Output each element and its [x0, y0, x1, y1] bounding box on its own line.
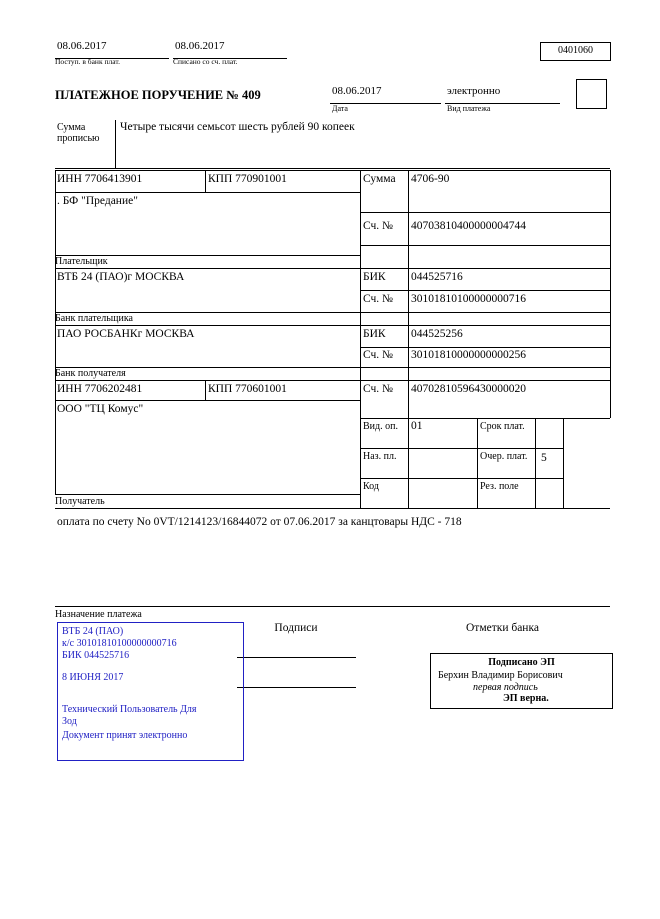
- grid-line: [55, 508, 610, 509]
- grid-line: [535, 418, 536, 508]
- grid-line: [55, 494, 360, 495]
- form-code-box: 0401060: [540, 42, 611, 61]
- stamp-bik: БИК 044525716: [62, 649, 130, 661]
- received-date-label: Поступ. в банк плат.: [55, 57, 120, 66]
- signer-name: Берхин Владимир Борисович: [438, 669, 563, 681]
- rez-pole-label: Рез. поле: [480, 481, 519, 492]
- naz-pl-label: Наз. пл.: [363, 451, 397, 462]
- signature-stamp-title: Подписано ЭП: [488, 657, 555, 668]
- debited-date-label: Списано со сч. плат.: [173, 57, 238, 66]
- payer-name: . БФ "Предание": [57, 195, 138, 207]
- debited-date-field: 08.06.2017: [173, 40, 287, 59]
- payment-kind-label: Вид платежа: [447, 104, 491, 113]
- payer-inn: ИНН 7706413901: [57, 173, 143, 185]
- vid-op-label: Вид. оп.: [363, 421, 398, 432]
- payee-bank-name: ПАО РОСБАНКг МОСКВА: [57, 328, 195, 340]
- amount-words-value: Четыре тысячи семьсот шесть рублей 90 копеек: [120, 121, 355, 133]
- signature-role: первая подпись: [473, 681, 538, 693]
- grid-line: [360, 418, 610, 419]
- grid-line: [115, 120, 116, 168]
- payer-bank-account-label: Сч. №: [363, 293, 394, 305]
- payer-bank-section-label: Банк плательщика: [55, 313, 133, 324]
- grid-line: [205, 380, 206, 400]
- bank-marks-header: Отметки банка: [466, 622, 539, 634]
- stamp-corr-account: к/с 30101810100000000716: [62, 637, 177, 649]
- grid-line: [360, 347, 610, 348]
- grid-line: [360, 448, 563, 449]
- amount-words-label: Сумма прописью: [57, 122, 100, 145]
- payer-bank-bik-value: 044525716: [411, 271, 463, 283]
- payer-bank-name: ВТБ 24 (ПАО)г МОСКВА: [57, 271, 185, 283]
- grid-line: [360, 290, 610, 291]
- payee-name: ООО "ТЦ Комус": [57, 403, 144, 415]
- grid-line: [55, 380, 610, 381]
- payee-section-label: Получатель: [55, 496, 105, 507]
- payee-account-value: 40702810596430000020: [411, 383, 526, 395]
- grid-line: [360, 212, 610, 213]
- grid-line: [55, 170, 56, 494]
- grid-line: [55, 192, 360, 193]
- grid-line: [360, 478, 563, 479]
- signature-stamp: [430, 653, 613, 709]
- grid-line: [55, 367, 610, 368]
- grid-line: [610, 170, 611, 418]
- signature-verified: ЭП верна.: [503, 693, 549, 705]
- payer-bank-bik-label: БИК: [363, 271, 386, 283]
- grid-line: [55, 312, 610, 313]
- grid-line: [477, 418, 478, 508]
- payer-bank-account-value: 30101810100000000716: [411, 293, 526, 305]
- stamp-user: Технический Пользователь Для Зод: [62, 704, 197, 727]
- vid-op-value: 01: [411, 420, 423, 432]
- grid-line: [360, 245, 610, 246]
- payee-kpp: КПП 770601001: [208, 383, 287, 395]
- payee-bank-account-label: Сч. №: [363, 349, 394, 361]
- bank-acceptance-stamp: [57, 622, 244, 761]
- grid-line: [55, 170, 610, 171]
- payer-account-label: Сч. №: [363, 220, 394, 232]
- grid-line: [563, 418, 564, 508]
- payer-kpp: КПП 770901001: [208, 173, 287, 185]
- payee-bank-section-label: Банк получателя: [55, 368, 126, 379]
- signatures-header: Подписи: [274, 622, 318, 634]
- grid-line: [55, 268, 610, 269]
- stamp-bank-name: ВТБ 24 (ПАО): [62, 626, 124, 637]
- payee-bank-bik-label: БИК: [363, 328, 386, 340]
- payee-inn: ИНН 7706202481: [57, 383, 143, 395]
- payment-kind-field: электронно: [445, 85, 560, 104]
- kod-label: Код: [363, 481, 379, 492]
- grid-line: [205, 170, 206, 192]
- grid-line: [360, 170, 361, 508]
- grid-line: [55, 168, 610, 169]
- sum-label: Сумма: [363, 173, 396, 185]
- signature-line: [237, 687, 356, 688]
- payer-section-label: Плательщик: [55, 256, 108, 267]
- ocher-plat-label: Очер. плат.: [480, 451, 528, 462]
- ocher-plat-value: 5: [541, 452, 547, 464]
- grid-line: [55, 400, 360, 401]
- srok-plat-label: Срок плат.: [480, 421, 525, 432]
- payee-bank-bik-value: 044525256: [411, 328, 463, 340]
- status-code-box: [576, 79, 607, 109]
- stamp-date: 8 ИЮНЯ 2017: [62, 672, 124, 684]
- document-title: ПЛАТЕЖНОЕ ПОРУЧЕНИЕ № 409: [55, 88, 261, 102]
- doc-date-field: 08.06.2017: [330, 85, 441, 104]
- received-date-field: 08.06.2017: [55, 40, 169, 59]
- payer-account-value: 40703810400000004744: [411, 220, 526, 232]
- payee-account-label: Сч. №: [363, 383, 394, 395]
- signature-line: [237, 657, 356, 658]
- stamp-note: Документ принят электронно: [62, 729, 188, 741]
- payment-purpose-text: оплата по счету No 0VT/1214123/16844072 от 07.06.2017 за канцтовары НДС - 718: [57, 516, 462, 528]
- grid-line: [408, 170, 409, 508]
- payee-bank-account-value: 30101810000000000256: [411, 349, 526, 361]
- payment-purpose-label: Назначение платежа: [55, 609, 142, 620]
- sum-value: 4706-90: [411, 173, 450, 185]
- grid-line: [55, 606, 610, 607]
- grid-line: [55, 325, 610, 326]
- doc-date-label: Дата: [332, 104, 348, 113]
